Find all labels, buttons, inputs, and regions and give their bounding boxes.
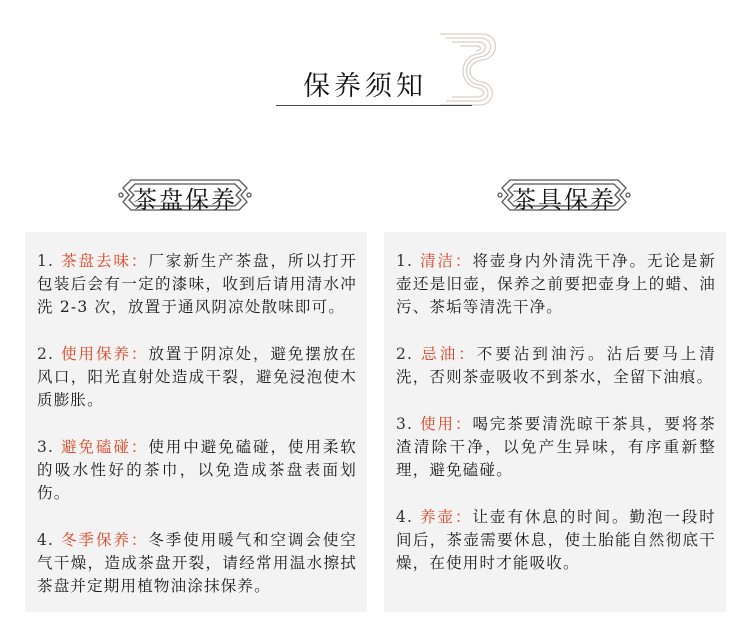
section-caption-label: 茶具保养 xyxy=(512,186,616,214)
item-keyword: 忌油： xyxy=(421,345,477,363)
item-text: 使用中避免磕碰，使用柔软的吸水性好的茶巾，以免造成茶盘表面划伤。 xyxy=(37,438,357,502)
list-item xyxy=(37,529,357,598)
list-item xyxy=(37,343,357,412)
item-keyword: 冬季保养： xyxy=(61,531,149,549)
item-text: 不要沾到油污。沾后要马上清洗，否则茶壶吸收不到茶水，全留下油痕。 xyxy=(396,345,716,386)
item-number: 1. xyxy=(37,252,55,270)
list-item xyxy=(37,250,357,319)
item-text: 喝完茶要清洗晾干茶具，要将茶渣清除干净，以免产生异味，有序重新整理，避免磕碰。 xyxy=(396,415,716,479)
item-keyword: 茶盘去味： xyxy=(61,252,149,270)
item-number: 3. xyxy=(37,438,55,456)
item-text: 放置于阴凉处，避免摆放在风口，阳光直射处造成干裂，避免浸泡使木质膨胀。 xyxy=(37,345,357,409)
item-keyword: 清洁： xyxy=(420,252,473,270)
item-keyword: 使用： xyxy=(420,415,473,433)
list-item xyxy=(396,250,716,319)
item-number: 1. xyxy=(396,252,414,270)
item-number: 3. xyxy=(396,415,414,433)
teaware-care-panel xyxy=(384,232,726,612)
item-text: 将壶身内外清洗干净。无论是新壶还是旧壶，保养之前要把壶身上的蜡、油污、茶垢等清洗干净。 xyxy=(396,252,716,316)
item-text: 让壶有休息的时间。勤泡一段时间后，茶壶需要休息，使土胎能自然彻底干燥，在使用时才能吸收。 xyxy=(396,508,716,572)
item-number: 2. xyxy=(37,345,55,363)
item-text: 冬季使用暖气和空调会使空气干燥，造成茶盘开裂，请经常用温水擦拭茶盘并定期用植物油涂抹保养。 xyxy=(37,531,357,595)
section-caption-teaware xyxy=(496,172,632,218)
item-number: 4. xyxy=(37,531,55,549)
list-item xyxy=(396,506,716,575)
item-keyword: 养壶： xyxy=(420,508,473,526)
list-item xyxy=(396,413,716,482)
item-text: 厂家新生产茶盘，所以打开包装后会有一定的漆味，收到后请用清水冲洗 2-3 次，放置于通风阴凉处散味即可。 xyxy=(37,252,357,316)
item-keyword: 使用保养： xyxy=(61,345,149,363)
page-header xyxy=(0,0,750,130)
page-title: 保养须知 xyxy=(303,71,427,102)
title-underline xyxy=(276,105,472,106)
list-item xyxy=(396,343,716,389)
tea-tray-care-panel xyxy=(25,232,367,612)
item-keyword: 避免磕碰： xyxy=(61,438,149,456)
item-number: 4. xyxy=(396,508,414,526)
list-item xyxy=(37,436,357,505)
scroll-ornament-icon xyxy=(430,28,510,108)
item-number: 2. xyxy=(396,345,414,363)
section-caption-tea-tray xyxy=(117,172,253,218)
section-caption-label: 茶盘保养 xyxy=(133,186,237,214)
